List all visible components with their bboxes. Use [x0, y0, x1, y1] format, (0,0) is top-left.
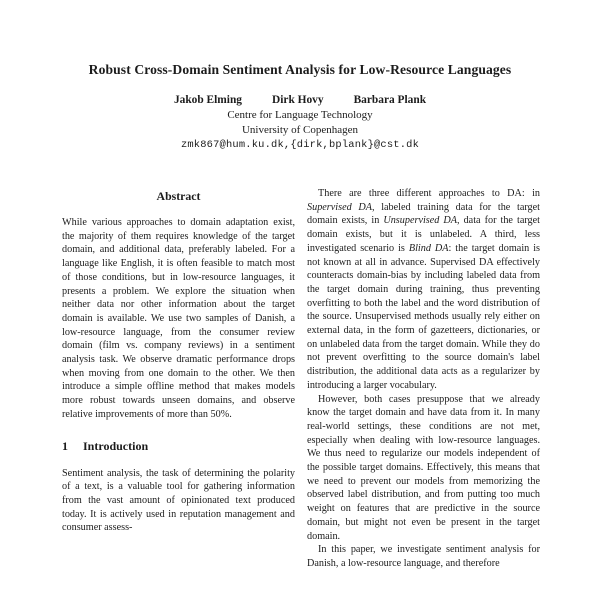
text-segment: , labeled training data for the target domain exists, in	[307, 201, 540, 227]
abstract-text: While various approaches to domain adaptation exist, the majority of them requires knowledge of the target domain, and additional data, preferably labeled. For a language like English, it is often feasible to match most of those conditions, but in low-resource languages, it presents a problem. We explore the situation when neither data nor other information about the target domain is available. We use two samples of Danish, a low-resource language, from the consumer review domain (film vs. company reviews) in a sentiment analysis task. We observe dramatic performance drops when moving from one domain to the other. We then introduce a simple offline method that makes models more robust towards unseen domains, and observe relative improvements of more than 50%.	[62, 216, 295, 420]
text-segment: : the target domain is not known at all in advance. Supervised DA effectively counteracts domain-bias by including labeled data from the target domain during training, thus preventing overfitting to both the label and the word distribution of the source. Unsupervised methods usually rely either on external data, in the form of gazetteers, dictionaries, or on unlabeled data from the target domain. While they do not prevent overfitting to the source domain's label distribution, the additional data acts as a regularizer by introducing a larger vocabulary.	[307, 242, 541, 391]
affiliation-line: Centre for Language Technology	[227, 108, 373, 121]
paper-title: Robust Cross-Domain Sentiment Analysis for Low-Resource Languages	[88, 62, 512, 77]
text-segment-italic: Unsupervised DA	[383, 215, 457, 227]
abstract-heading: Abstract	[156, 188, 201, 203]
author-name: Dirk Hovy	[272, 93, 324, 106]
text-segment: There are three different approaches to DA: in	[318, 187, 540, 199]
authors-row	[0, 94, 600, 106]
paragraph-da-approaches	[307, 187, 540, 393]
paper-header	[0, 0, 600, 151]
column-left	[62, 187, 295, 571]
text-segment-italic: Supervised DA	[307, 201, 372, 213]
text-segment: , data for the target domain exists, but it is unlabeled. A third, less investigated scenario is	[307, 215, 540, 254]
text-segment-italic: Blind DA	[408, 242, 449, 254]
intro-paragraph: Sentiment analysis, the task of determining the polarity of a text, is a valuable tool for gathering information from the vast amount of opinionated text produced today. It is actively used in reputation management and consumer assess-	[62, 467, 295, 534]
email-line: zmk867@hum.ku.dk,{dirk,bplank}@cst.dk	[180, 138, 420, 151]
section-heading-introduction	[62, 439, 295, 454]
section-number: 1	[62, 438, 68, 453]
section-title: Introduction	[83, 438, 149, 453]
affiliation-line: University of Copenhagen	[241, 123, 359, 136]
paragraph-this-paper: In this paper, we investigate sentiment analysis for Danish, a low-resource language, and therefore	[307, 544, 540, 569]
two-column-body	[0, 187, 600, 571]
author-name: Jakob Elming	[173, 93, 242, 106]
column-right	[307, 187, 540, 571]
author-name: Barbara Plank	[353, 93, 427, 106]
paragraph-presuppose: However, both cases presuppose that we already know the target domain and have data from it. In many real-world settings, these conditions are not met, especially when dealing with low-resource languages. We thus need to regularize our models independent of the possible target domains. Effectively, this means that we need to prevent our models from memorizing the observed label distribution, and from putting too much weight on features that are predictive in the source domain, but might not even be present in the target domain.	[307, 393, 540, 542]
